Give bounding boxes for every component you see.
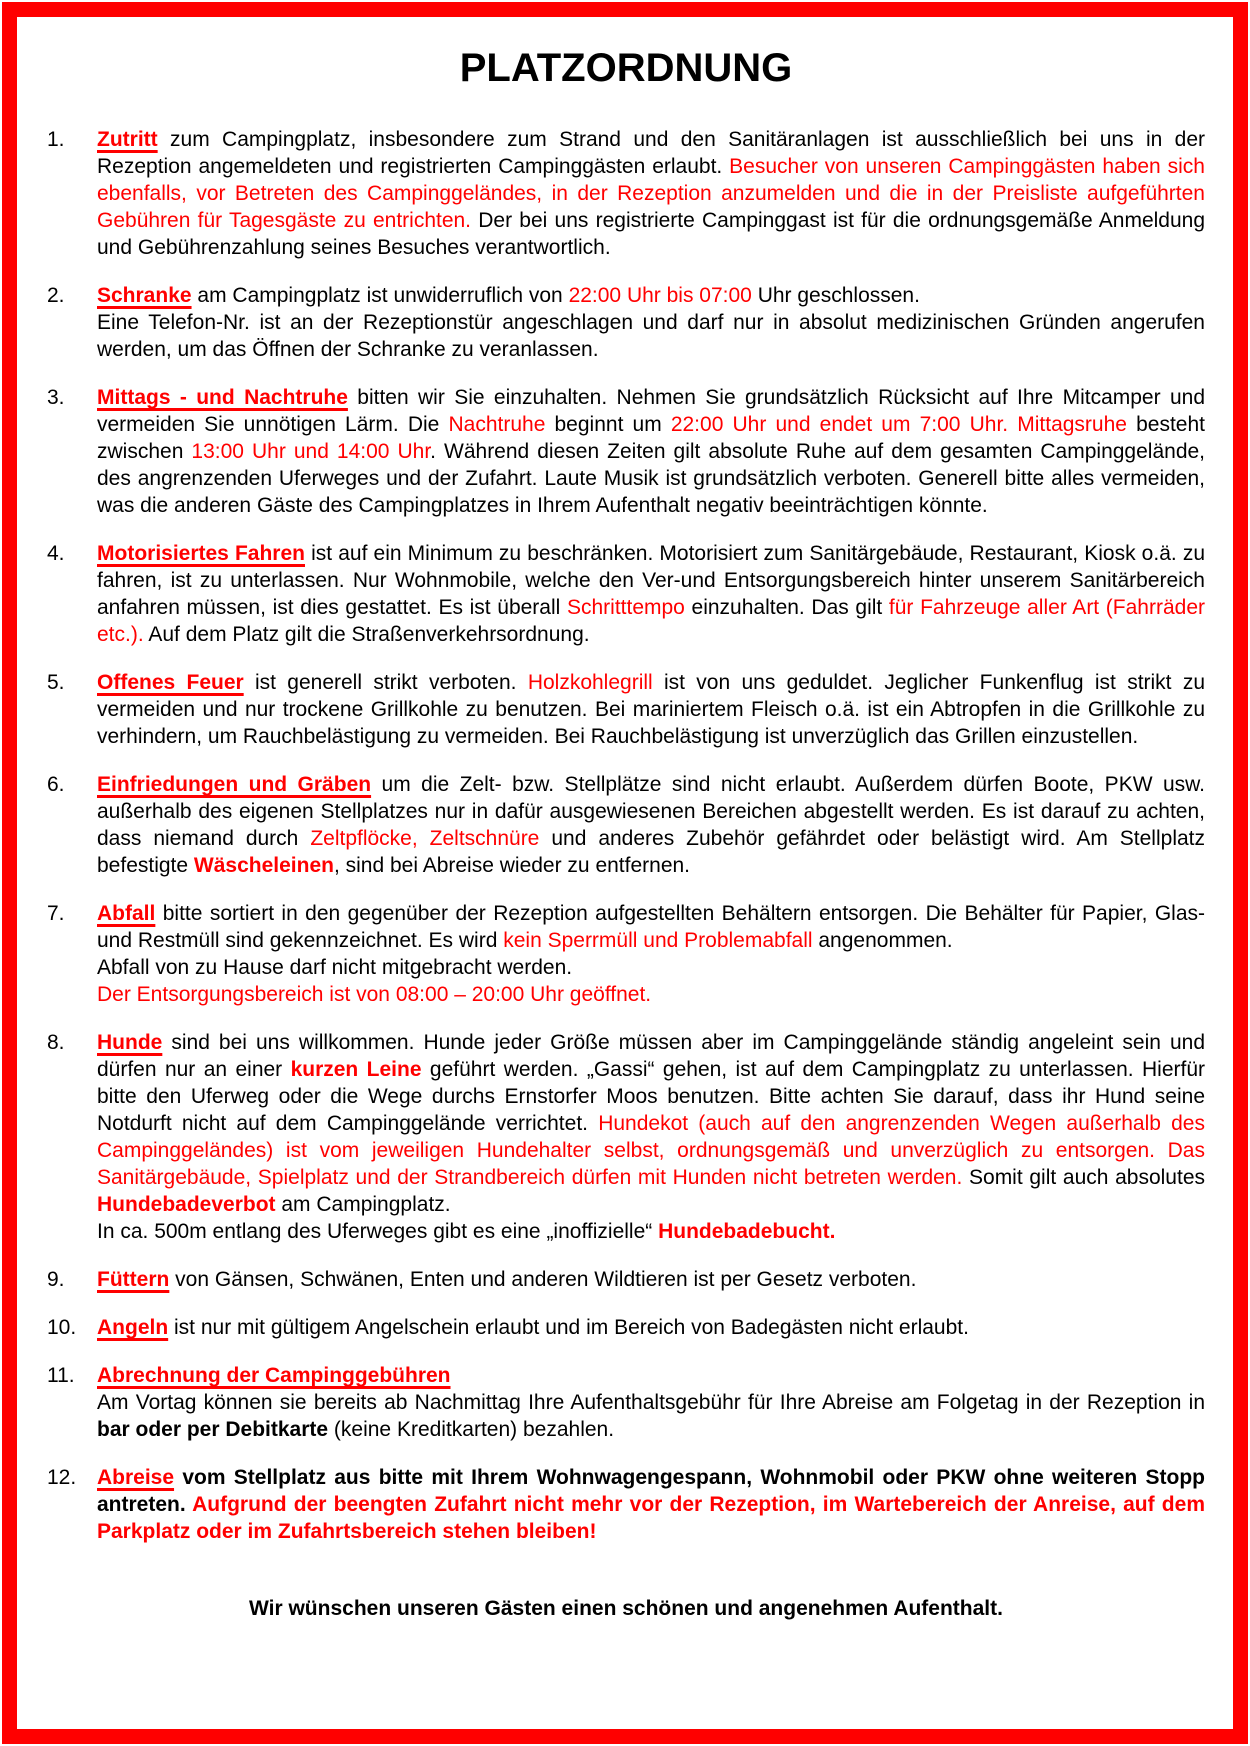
rule-paragraph [97,384,1205,519]
text-segment: kurzen Leine [290,1058,422,1081]
text-segment: In ca. 500m entlang des Uferweges gibt es eine „inoffizielle“ [97,1220,659,1243]
rule-item-2 [47,282,1205,363]
text-segment: Wäscheleinen [193,854,334,877]
rule-heading: Hunde [97,1031,163,1054]
rule-paragraph [97,1029,1205,1218]
rule-paragraph [97,669,1205,750]
rule-item-5 [47,669,1205,750]
text-segment: Schritttempo [566,596,685,619]
text-segment: vom Stellplatz aus bitte mit Ihrem Wohnwagengespann, Wohnmobil oder PKW ohne weiteren Stopp antreten. [97,1466,1205,1516]
text-segment: Der bei uns registrierte Campinggast ist für die ordnungsgemäße Anmeldung und Gebührenzahlung seines Besuches verantwortlich. [97,209,1206,259]
rule-heading: Zutritt [97,128,158,151]
text-segment: Nachtruhe [448,413,546,436]
rule-item-4 [47,540,1205,648]
text-segment: (keine Kreditkarten) bezahlen. [328,1418,615,1441]
text-segment: und anderes Zubehör gefährdet oder belästigt wird. Am Stellplatz befestigte [97,827,1205,877]
rule-item-9 [47,1266,1205,1293]
item-number: 1. [47,128,65,151]
rule-paragraph [97,1362,1205,1389]
text-segment: geführt werden. „Gassi“ gehen, ist auf dem Campingplatz zu unterlassen. Hierfür bitte den Uferweg oder die Wege durchs Ernstorfer Moos benutzen. Bitte achten Sie darauf, dass ihr Hund seine Notdurft nicht auf dem Campinggelände verrichtet. [97,1058,1206,1135]
text-segment: Eine Telefon-Nr. ist an der Rezeptionstür angeschlagen und darf nur in absolut medizinischen Gründen angerufen werden, um das Öffnen der Schranke zu veranlassen. [97,311,1205,361]
text-segment: Uhr geschlossen. [751,284,920,307]
text-segment: Am Vortag können sie bereits ab Nachmittag Ihre Aufenthaltsgebühr für Ihre Abreise am Folgetag in der Rezeption in [97,1391,1205,1414]
text-segment: besteht zwischen [97,413,1205,463]
rule-paragraph [97,771,1205,879]
item-number: 2. [47,284,65,307]
item-number: 12. [47,1466,77,1489]
rule-heading: Abreise [97,1466,175,1489]
rule-paragraph [97,1389,1205,1443]
text-segment: Besucher von unseren Campinggästen haben sich ebenfalls, vor Betreten des Campinggeländes, in der Rezeption anzumelden und die in der Preisliste aufgeführten Gebühren für Tagesgäste zu entrichten. [97,155,1205,232]
text-segment: bar oder per Debitkarte [97,1418,329,1441]
rule-paragraph [97,309,1205,363]
rules-list [47,126,1205,1545]
item-number: 11. [47,1364,75,1387]
text-segment: Holzkohlegrill [527,671,653,694]
item-number: 3. [47,386,65,409]
text-segment: einzuhalten. Das gilt [684,596,889,619]
text-segment: ist nur mit gültigem Angelschein erlaubt und im Bereich von Badegästen nicht erlaubt. [168,1316,969,1339]
text-segment: Hundebadeverbot [97,1193,276,1216]
rule-paragraph [97,954,1205,981]
item-number: 6. [47,773,65,796]
text-segment: ist generell strikt verboten. [243,671,528,694]
text-segment: Der Entsorgungsbereich ist von 08:00 – 20:00 Uhr geöffnet. [97,983,652,1006]
rule-item-8 [47,1029,1205,1245]
item-number: 5. [47,671,65,694]
text-segment: zum Campingplatz, insbesondere zum Strand und den Sanitäranlagen ist ausschließlich bei uns in der Rezeption angemeldeten und registrierten Campinggästen erlaubt. [97,128,1205,178]
item-number: 9. [47,1268,65,1291]
rule-heading: Schranke [97,284,192,307]
rule-heading: Abrechnung der Campinggebühren [97,1364,451,1387]
text-segment: 22:00 Uhr bis 07:00 [568,284,752,307]
item-number: 10. [47,1316,77,1339]
text-segment: 22:00 Uhr und endet um 7:00 Uhr. Mittagsruhe [670,413,1127,436]
rule-heading: Angeln [97,1316,169,1339]
rule-heading: Mittags - und Nachtruhe [97,386,348,409]
rule-heading: Offenes Feuer [97,671,244,694]
text-segment: sind bei uns willkommen. Hunde jeder Größe müssen aber im Campinggelände ständig angeleint sein und dürfen nur an einer [97,1031,1205,1081]
rule-paragraph [97,540,1205,648]
footer-message: Wir wünschen unseren Gästen einen schönen und angenehmen Aufenthalt. [249,1597,1003,1620]
text-segment: Abfall von zu Hause darf nicht mitgebracht werden. [97,956,573,979]
text-segment: , sind bei Abreise wieder zu entfernen. [333,854,691,877]
rule-paragraph [97,1218,1205,1245]
text-segment: . Während diesen Zeiten gilt absolute Ruhe auf dem gesamten Campinggelände, des angrenzenden Uferweges und der Zufahrt. Laute Musik ist grundsätzlich verboten. Generell bitte alles vermeiden, was die anderen Gäste des Campingplatzes in Ihrem Aufenthalt negativ beeinträchtigen könnte. [97,440,1206,517]
rule-paragraph [97,1266,1205,1293]
page-title: PLATZORDNUNG [459,46,793,90]
text-segment: am Campingplatz. [275,1193,451,1216]
text-segment: Somit gilt auch absolutes [962,1166,1205,1189]
text-segment: Hundekot (auch auf den angrenzenden Wegen außerhalb des Campinggeländes) ist vom jeweiligen Hundehalter selbst, ordnungsgemäß und unverzüglich zu entsorgen. Das Sanitärgebäude, Spielplatz und der Strandbereich dürfen mit Hunden nicht betreten werden. [97,1112,1205,1189]
document-content [47,46,1205,1622]
rule-paragraph [97,1464,1205,1545]
rule-paragraph [97,1314,1205,1341]
text-segment: Aufgrund der beengten Zufahrt nicht mehr vor der Rezeption, im Wartebereich der Anreise, auf dem Parkplatz oder im Zufahrtsbereich stehen bleiben! [97,1493,1205,1543]
text-segment: Hundebadebucht. [658,1220,836,1243]
text-segment: für Fahrzeuge aller Art (Fahrräder etc.). [97,596,1205,646]
text-segment: angenommen. [812,929,953,952]
rule-item-3 [47,384,1205,519]
rule-item-7 [47,900,1205,1008]
rule-item-10 [47,1314,1205,1341]
rule-heading: Füttern [97,1268,170,1291]
rule-paragraph [97,126,1205,261]
rule-paragraph [97,282,1205,309]
text-segment: am Campingplatz ist unwiderruflich von [191,284,569,307]
text-segment: kein Sperrmüll und Problemabfall [503,929,813,952]
text-segment: beginnt um [545,413,671,436]
rule-heading: Motorisiertes Fahren [97,542,305,565]
text-segment: ist auf ein Minimum zu beschränken. Motorisiert zum Sanitärgebäude, Restaurant, Kiosk o.ä. zu fahren, ist zu unterlassen. Nur Wohnmobile, welche den Ver-und Entsorgungsbereich hinter unserem Sanitärbereich anfahren müssen, ist dies gestattet. Es ist überall [97,542,1205,619]
rule-item-12 [47,1464,1205,1545]
item-number: 7. [47,902,65,925]
rule-heading: Einfriedungen und Gräben [97,773,372,796]
text-segment: 13:00 Uhr und 14:00 Uhr [191,440,431,463]
item-number: 4. [47,542,65,565]
text-segment: von Gänsen, Schwänen, Enten und anderen Wildtieren ist per Gesetz verboten. [169,1268,917,1291]
rule-heading: Abfall [97,902,156,925]
text-segment: um die Zelt- bzw. Stellplätze sind nicht erlaubt. Außerdem dürfen Boote, PKW usw. außerhalb des eigenen Stellplatzes nur in dafür ausgewiesenen Bereichen abgestellt werden. Es ist darauf zu achten, dass niemand durch [97,773,1205,850]
text-segment: bitten wir Sie einzuhalten. Nehmen Sie grundsätzlich Rücksicht auf Ihre Mitcamper und vermeiden Sie unnötigen Lärm. Die [97,386,1205,436]
rule-paragraph [97,981,1205,1008]
text-segment: Auf dem Platz gilt die Straßenverkehrsordnung. [143,623,590,646]
text-segment: bitte sortiert in den gegenüber der Rezeption aufgestellten Behältern entsorgen. Die Behälter für Papier, Glas- und Restmüll sind gekennzeichnet. Es wird [97,902,1205,952]
item-number: 8. [47,1031,65,1054]
rule-paragraph [97,900,1205,954]
rule-item-1 [47,126,1205,261]
text-segment: ist von uns geduldet. Jeglicher Funkenflug ist strikt zu vermeiden und nur trockene Grillkohle zu benutzen. Bei mariniertem Fleisch o.ä. ist ein Abtropfen in die Grillkohle zu verhindern, um Rauchbelästigung zu vermeiden. Bei Rauchbelästigung ist unverzüglich das Grillen einzustellen. [97,671,1205,748]
rule-item-6 [47,771,1205,879]
rule-item-11 [47,1362,1205,1443]
text-segment: Zeltpflöcke, Zeltschnüre [310,827,540,850]
